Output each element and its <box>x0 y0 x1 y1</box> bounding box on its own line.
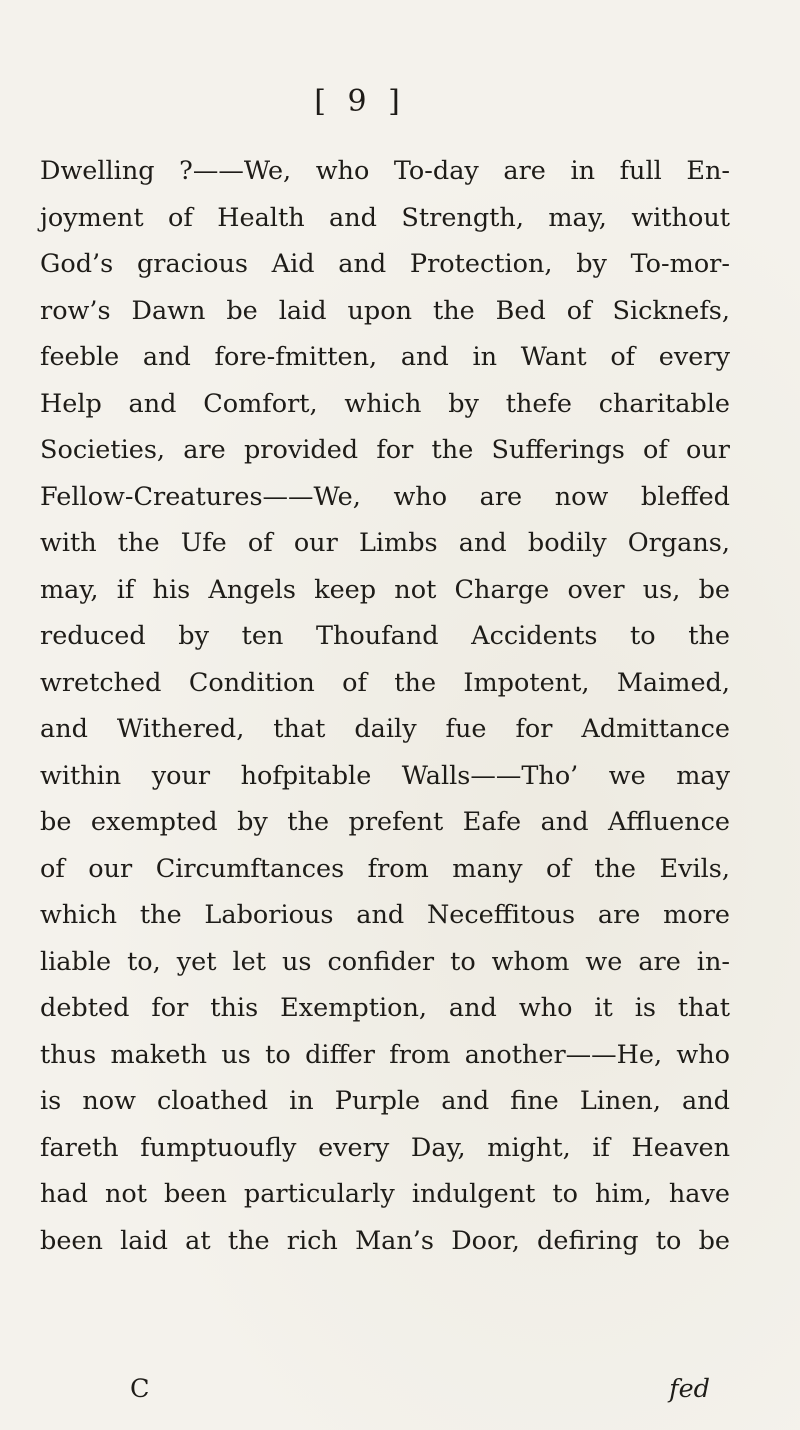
text-line: within your hofpitable Walls——Tho’ we may <box>40 760 730 791</box>
text-line: debted for this Exemption, and who it is that <box>40 993 730 1023</box>
text-line: and Withered, that daily fue for Admittance <box>40 714 730 744</box>
text-line: Dwelling ?——We, who To-day are in full En- <box>40 156 730 186</box>
text-line: reduced by ten Thoufand Accidents to the <box>40 621 730 651</box>
text-line: had not been particularly indulgent to him, have <box>40 1179 730 1209</box>
text-line: God’s gracious Aid and Protection, by To-mor- <box>40 249 730 279</box>
text-line: Societies, are provided for the Sufferings of our <box>40 435 730 465</box>
text-line: thus maketh us to differ from another——He, who <box>40 1039 730 1070</box>
text-line: row’s Dawn be laid upon the Bed of Sicknefs, <box>40 295 730 326</box>
text-line: joyment of Health and Strength, may, without <box>40 202 730 233</box>
signature-mark: C <box>130 1374 150 1404</box>
text-line: be exempted by the prefent Eafe and Affluence <box>40 807 730 837</box>
text-line: of our Circumftances from many of the Evils, <box>40 853 730 884</box>
text-line: fareth fumptuoufly every Day, might, if Heaven <box>40 1132 730 1163</box>
catchword: fed <box>669 1374 710 1404</box>
body-text <box>40 148 730 1264</box>
text-line: Fellow-Creatures——We, who are now bleffed <box>40 481 730 512</box>
text-line: may, if his Angels keep not Charge over us, be <box>40 574 730 605</box>
text-line: been laid at the rich Man’s Door, defiring to be <box>40 1225 730 1256</box>
text-line: Help and Comfort, which by thefe charitable <box>40 388 730 419</box>
text-line: which the Laborious and Neceffitous are more <box>40 900 730 930</box>
text-line: with the Ufe of our Limbs and bodily Organs, <box>40 528 730 558</box>
text-line: wretched Condition of the Impotent, Maimed, <box>40 667 730 698</box>
text-line: liable to, yet let us confider to whom we are in- <box>40 946 730 977</box>
page-number: [ 9 ] <box>314 84 406 119</box>
text-line: feeble and fore-fmitten, and in Want of every <box>40 342 730 372</box>
text-line: is now cloathed in Purple and fine Linen, and <box>40 1086 730 1116</box>
